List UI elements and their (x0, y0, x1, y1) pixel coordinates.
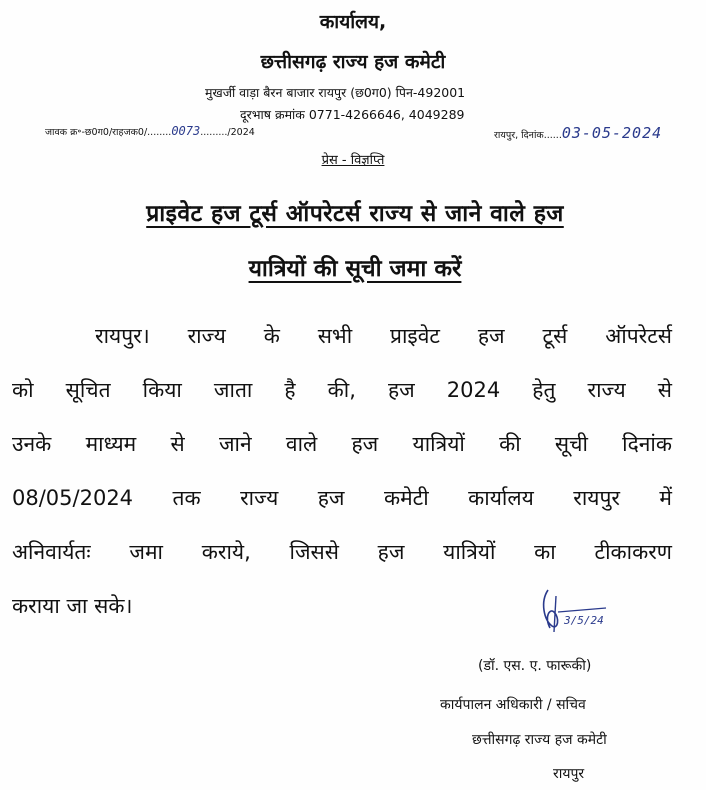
press-release-label: प्रेस - विज्ञप्ति (321, 153, 385, 168)
signature-mark (530, 582, 620, 642)
dispatch-prefix: जावक क्र॰-छ0ग0/राहजक0/ (45, 127, 148, 138)
committee-name: छत्तीसगढ़ राज्य हज कमेटी (260, 51, 446, 73)
headline-line-2: यात्रियों की सूची जमा करें (248, 256, 462, 282)
signatory-organization: छत्तीसगढ़ राज्य हज कमेटी (472, 732, 607, 748)
handwritten-date: 03-05-2024 (561, 124, 663, 142)
office-phone: दूरभाष क्रमांक 0771-4266646, 4049289 (240, 107, 465, 122)
signatory-city: रायपुर (553, 766, 585, 782)
dispatch-year: /2024 (227, 127, 255, 138)
dispatch-number: 0073 (171, 124, 201, 138)
body-line-4: 08/05/2024 तक राज्य हज कमेटी कार्यालय रायपुर में (12, 486, 672, 510)
body-line-3: उनके माध्यम से जाने वाले हज यात्रियों की सूची दिनांक (12, 432, 672, 456)
headline-line-1: प्राइवेट हज टूर्स ऑपरेटर्स राज्य से जाने वाले हज (146, 201, 564, 227)
signatory-name: (डॉ. एस. ए. फारूकी) (478, 658, 592, 674)
office-address: मुखर्जी वाड़ा बैरन बाजार रायपुर (छ0ग0) पिन-492001 (205, 85, 466, 100)
signature-initial-date: 3/5/24 (564, 614, 604, 627)
dispatch-date: रायपुर, दिनांक......03-05-2024 (494, 124, 663, 142)
body-line-2: को सूचित किया जाता है की, हज 2024 हेतु राज्य से (12, 378, 672, 402)
place-date-label: रायपुर, दिनांक (494, 130, 544, 141)
body-line-6: कराया जा सके। (12, 594, 133, 618)
dispatch-reference: जावक क्र॰-छ0ग0/राहजक0/........0073........./2024 (45, 124, 255, 138)
office-heading: कार्यालय, (319, 11, 387, 33)
body-line-5: अनिवार्यतः जमा कराये, जिससे हज यात्रियों का टीकाकरण (12, 540, 672, 564)
signatory-designation: कार्यपालन अधिकारी / सचिव (440, 697, 586, 713)
body-line-1: रायपुर। राज्य के सभी प्राइवेट हज टूर्स ऑपरेटर्स (95, 324, 672, 348)
